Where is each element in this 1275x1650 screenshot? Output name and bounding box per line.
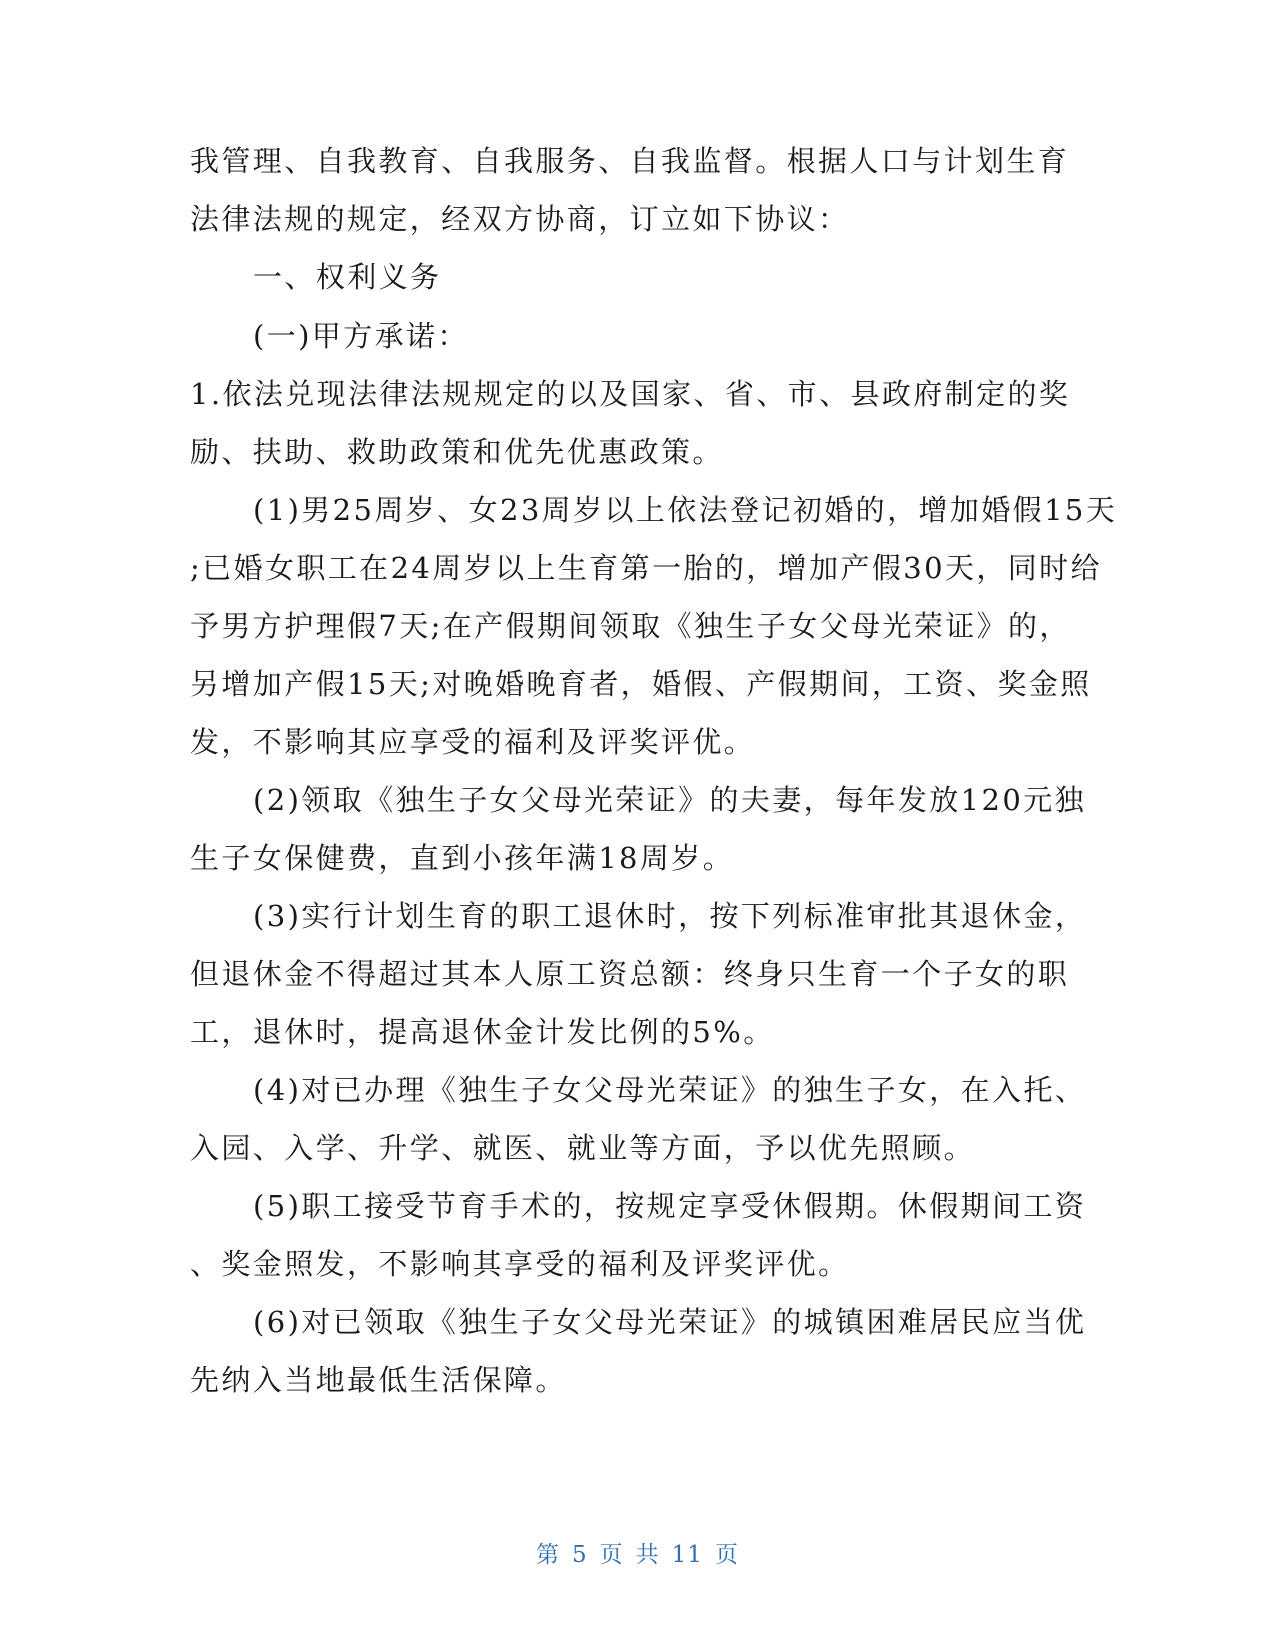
total-unit: 页 bbox=[714, 1542, 739, 1568]
paragraph-line: ;已婚女职工在24周岁以上生育第一胎的，增加产假30天，同时给 bbox=[190, 551, 1102, 585]
paragraph-line: 、奖金照发，不影响其享受的福利及评奖评优。 bbox=[190, 1247, 850, 1281]
paragraph-line: 入园、入学、升学、就医、就业等方面，予以优先照顾。 bbox=[190, 1131, 976, 1165]
paragraph-line: 先纳入当地最低生活保障。 bbox=[190, 1363, 567, 1397]
paragraph-line: (5)职工接受节育手术的，按规定享受休假期。休假期间工资 bbox=[253, 1189, 1087, 1223]
page-number-footer bbox=[0, 1536, 1275, 1569]
paragraph-line: 法律法规的规定，经双方协商，订立如下协议： bbox=[190, 202, 850, 236]
total-pages-number: 11 bbox=[671, 1542, 703, 1568]
paragraph-line: (3)实行计划生育的职工退休时，按下列标准审批其退休金， bbox=[253, 899, 1087, 933]
paragraph-line: (1)男25周岁、女23周岁以上依法登记初婚的，增加婚假15天 bbox=[253, 493, 1118, 527]
paragraph-line: 予男方护理假7天;在产假期间领取《独生子女父母光荣证》的， bbox=[190, 609, 1071, 643]
paragraph-line: 生子女保健费，直到小孩年满18周岁。 bbox=[190, 841, 735, 875]
paragraph-line: (6)对已领取《独生子女父母光荣证》的城镇困难居民应当优 bbox=[253, 1305, 1087, 1339]
paragraph-line: 但退休金不得超过其本人原工资总额：终身只生育一个子女的职 bbox=[190, 957, 1070, 991]
paragraph-line: 工，退休时，提高退休金计发比例的5%。 bbox=[190, 1015, 775, 1049]
paragraph-line: 励、扶助、救助政策和优先优惠政策。 bbox=[190, 435, 724, 469]
paragraph-line: 发，不影响其应享受的福利及评奖评优。 bbox=[190, 725, 756, 759]
section-heading: 一、权利义务 bbox=[253, 260, 442, 294]
total-word: 共 bbox=[635, 1542, 660, 1568]
subsection-heading: (一)甲方承诺： bbox=[253, 319, 469, 353]
paragraph-line: 1.依法兑现法律法规规定的以及国家、省、市、县政府制定的奖 bbox=[190, 377, 1071, 411]
paragraph-line: 我管理、自我教育、自我服务、自我监督。根据人口与计划生育 bbox=[190, 144, 1070, 178]
paragraph-line: (2)领取《独生子女父母光荣证》的夫妻，每年发放120元独 bbox=[253, 783, 1087, 817]
current-page-number: 5 bbox=[572, 1542, 588, 1568]
paragraph-line: (4)对已办理《独生子女父母光荣证》的独生子女，在入托、 bbox=[253, 1073, 1087, 1107]
page-unit: 页 bbox=[599, 1542, 624, 1568]
page-word: 第 bbox=[536, 1542, 561, 1568]
paragraph-line: 另增加产假15天;对晚婚晚育者，婚假、产假期间，工资、奖金照 bbox=[190, 667, 1092, 701]
